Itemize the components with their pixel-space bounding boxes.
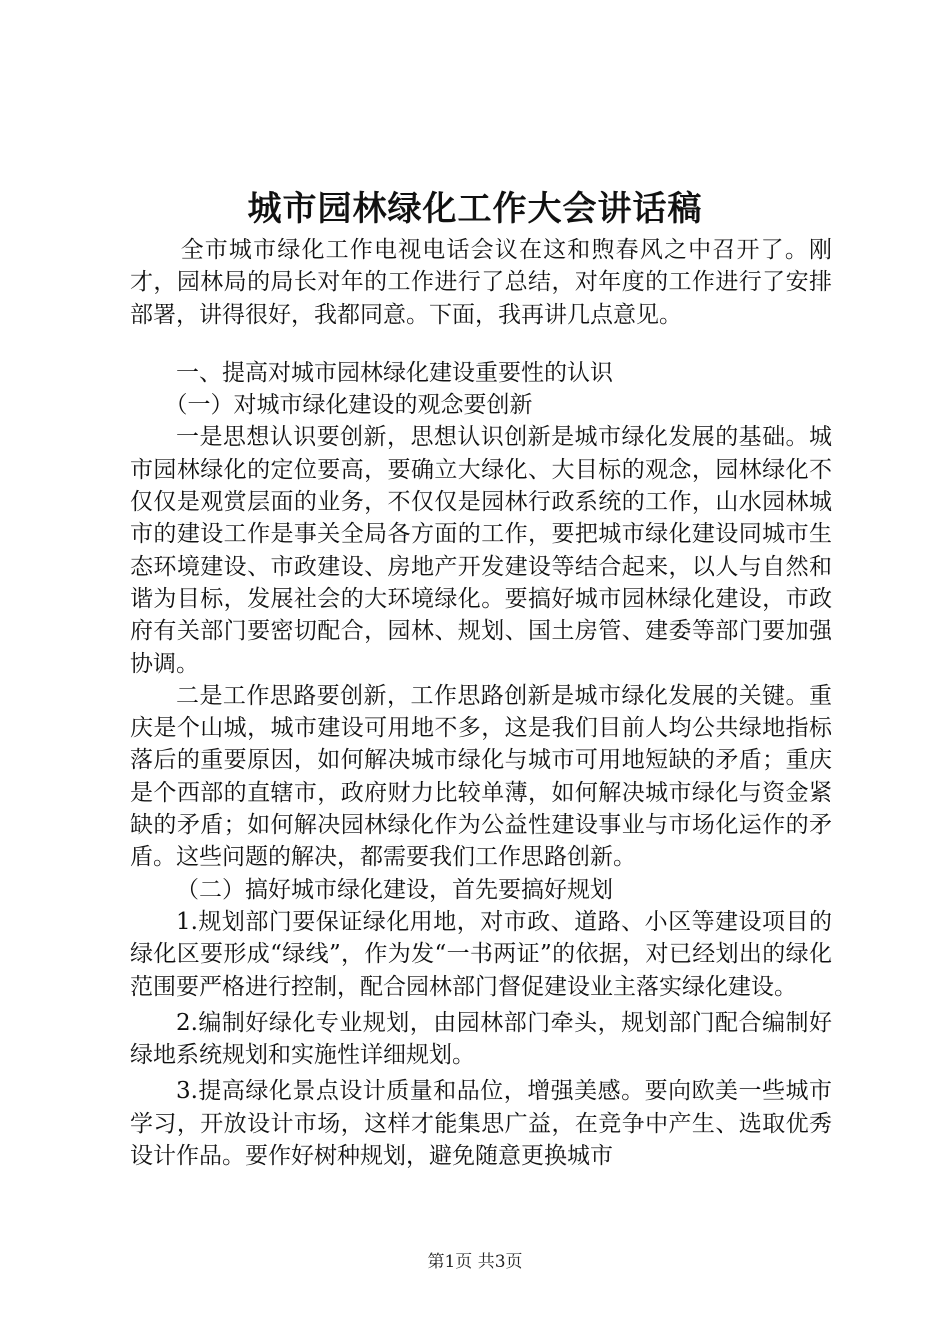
list-item: 3.提高绿化景点设计质量和品位，增强美感。要向欧美一些城市学习，开放设计市场，这样才能集思广益，在竞争中产生、选取优秀设计作品。要作好树种规划，避免随意更换城市	[130, 1078, 832, 1170]
document-title: 城市园林绿化工作大会讲话稿	[247, 189, 703, 229]
page-number: 第1页 共3页	[427, 1252, 523, 1272]
document-body	[130, 234, 832, 1172]
section-heading: 一、提高对城市园林绿化建设重要性的认识	[176, 359, 613, 386]
list-item: 1.规划部门要保证绿化用地，对市政、道路、小区等建设项目的绿化区要形成“绿线”，作为发“一书两证”的依据，对已经划出的绿化范围要严格进行控制，配合园林部门督促建设业主落实绿化建设。	[130, 908, 832, 1000]
body-paragraph: 一是思想认识要创新，思想认识创新是城市绿化发展的基础。城市园林绿化的定位要高，要确立大绿化、大目标的观念，园林绿化不仅仅是观赏层面的业务，不仅仅是园林行政系统的工作，山水园林城市的建设工作是事关全局各方面的工作，要把城市绿化建设同城市生态环境建设、市政建设、房地产开发建设等结合起来，以人与自然和谐为目标，发展社会的大环境绿化。要搞好城市园林绿化建设，市政府有关部门要密切配合，园林、规划、国土房管、建委等部门要加强协调。	[130, 424, 832, 677]
list-item: 2.编制好绿化专业规划，由园林部门牵头，规划部门配合编制好绿地系统规划和实施性详细规划。	[130, 1009, 832, 1069]
subsection-heading: （二）搞好城市绿化建设，首先要搞好规划	[176, 876, 613, 903]
subsection-heading: （一）对城市绿化建设的观念要创新	[164, 392, 533, 419]
body-paragraph: 二是工作思路要创新，工作思路创新是城市绿化发展的关键。重庆是个山城，城市建设可用地不多，这是我们目前人均公共绿地指标落后的重要原因，如何解决城市绿化与城市可用地短缺的矛盾；重庆是个西部的直辖市，政府财力比较单薄，如何解决城市绿化与资金紧缺的矛盾；如何解决园林绿化作为公益性建设事业与市场化运作的矛盾。这些问题的解决，都需要我们工作思路创新。	[130, 682, 832, 871]
intro-paragraph: 全市城市绿化工作电视电话会议在这和煦春风之中召开了。刚才，园林局的局长对年的工作进行了总结，对年度的工作进行了安排部署，讲得很好，我都同意。下面，我再讲几点意见。	[130, 237, 832, 328]
